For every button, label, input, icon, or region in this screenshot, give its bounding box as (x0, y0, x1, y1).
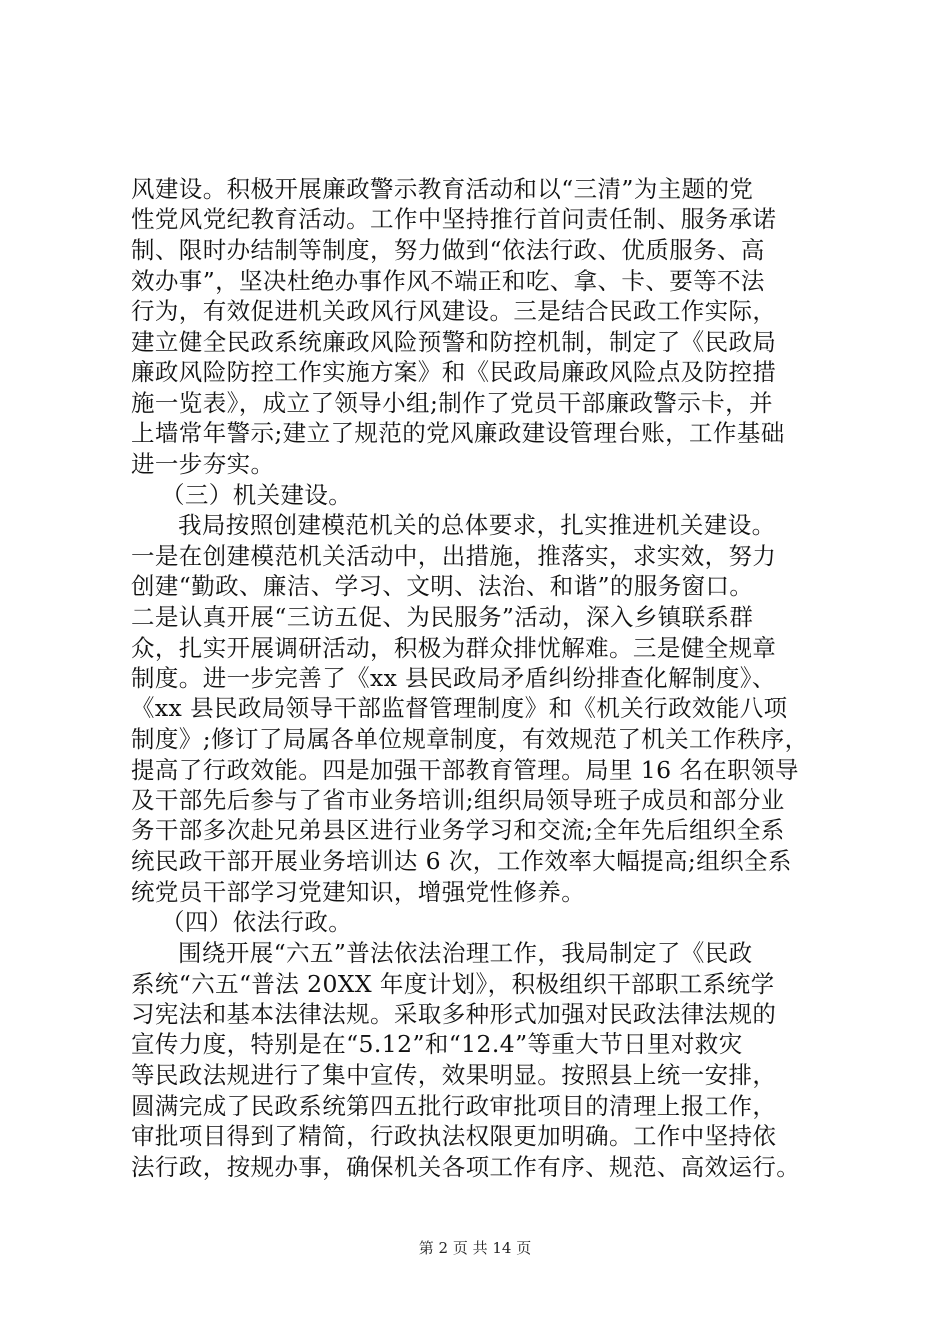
paragraph-line: 行为，有效促进机关政风行风建设。三是结合民政工作实际， (131, 297, 777, 325)
paragraph-line: 及干部先后参与了省市业务培训;组织局领导班子成员和部分业 (131, 786, 785, 814)
paragraph-line: 系统“六五“普法 20XX 年度计划》，积极组织干部职工系统学 (131, 970, 775, 998)
paragraph-line: 上墙常年警示;建立了规范的党风廉政建设管理台账，工作基础 (131, 419, 785, 447)
paragraph-line: 统民政干部开展业务培训达 6 次，工作效率大幅提高;组织全系 (131, 847, 792, 875)
paragraph-line: 建立健全民政系统廉政风险预警和防控机制，制定了《民政局 (131, 328, 777, 356)
paragraph-line: 等民政法规进行了集中宣传，效果明显。按照县上统一安排， (131, 1061, 777, 1089)
page-number-footer: 第 2 页 共 14 页 (418, 1239, 532, 1257)
paragraph-line: 统党员干部学习党建知识，增强党性修养。 (131, 878, 586, 906)
paragraph-line: 制度》;修订了局属各单位规章制度，有效规范了机关工作秩序， (131, 725, 809, 753)
paragraph-line: 一是在创建模范机关活动中，出措施，推落实，求实效，努力 (131, 542, 777, 570)
paragraph-line: 提高了行政效能。四是加强干部教育管理。局里 16 名在职领导 (131, 756, 799, 784)
section-heading: （四）依法行政。 (161, 908, 353, 936)
paragraph-line: 性党风党纪教育活动。工作中坚持推行首问责任制、服务承诺 (131, 205, 777, 233)
paragraph-line: 习宪法和基本法律法规。采取多种形式加强对民政法律法规的 (131, 1000, 777, 1028)
paragraph-line: 审批项目得到了精简，行政执法权限更加明确。工作中坚持依 (131, 1122, 777, 1150)
paragraph-line: 施一览表》，成立了领导小组;制作了党员干部廉政警示卡，并 (131, 389, 773, 417)
paragraph-line: 圆满完成了民政系统第四五批行政审批项目的清理上报工作， (131, 1092, 777, 1120)
paragraph-line: 风建设。积极开展廉政警示教育活动和以“三清”为主题的党 (131, 175, 754, 203)
paragraph-line: 进一步夯实。 (131, 450, 275, 478)
paragraph-line: 创建“勤政、廉洁、学习、文明、法治、和谐”的服务窗口。 (131, 572, 754, 600)
paragraph-line: 众，扎实开展调研活动，积极为群众排忧解难。三是健全规章 (131, 634, 777, 662)
paragraph-line: 制、限时办结制等制度，努力做到“依法行政、优质服务、高 (131, 236, 765, 264)
paragraph-line: 廉政风险防控工作实施方案》和《民政局廉政风险点及防控措 (131, 358, 777, 386)
paragraph-line: 《xx 县民政局领导干部监督管理制度》和《机关行政效能八项 (131, 694, 788, 722)
paragraph-line: 效办事”，坚决杜绝办事作风不端正和吃、拿、卡、要等不法 (131, 267, 765, 295)
paragraph-line: 宣传力度，特别是在“5.12”和“12.4”等重大节日里对救灾 (131, 1030, 743, 1058)
section-heading: （三）机关建设。 (161, 481, 353, 509)
paragraph-line: 围绕开展“六五”普法依法治理工作，我局制定了《民政 (178, 939, 753, 967)
paragraph-line: 法行政，按规办事，确保机关各项工作有序、规范、高效运行。 (131, 1153, 801, 1181)
paragraph-line: 我局按照创建模范机关的总体要求，扎实推进机关建设。 (178, 511, 776, 539)
paragraph-line: 务干部多次赴兄弟县区进行业务学习和交流;全年先后组织全系 (131, 816, 785, 844)
paragraph-line: 制度。进一步完善了《xx 县民政局矛盾纠纷排查化解制度》、 (131, 664, 776, 692)
paragraph-line: 二是认真开展“三访五促、为民服务”活动，深入乡镇联系群 (131, 603, 754, 631)
